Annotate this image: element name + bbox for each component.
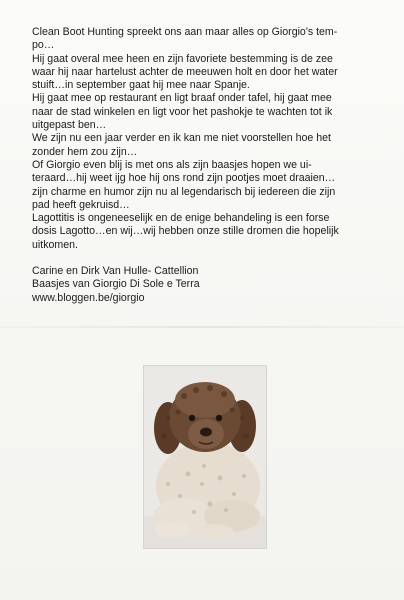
paragraph-one-year: We zijn nu een jaar verder en ik kan me niet voorstellen hoe het zonder hem zou zijn…	[32, 132, 331, 158]
dog-photo	[143, 365, 267, 549]
signature-owners: Baasjes van Giorgio Di Sole e Terra	[32, 278, 200, 291]
paragraph-travel: Hij gaat overal mee heen en zijn favoriete bestemming is de zee waar hij naar hartelust achter de meeuwen holt en door het water stuift…in september gaat hij mee naar Spanje.	[32, 52, 338, 92]
paragraph-charm: Of Giorgio even blij is met ons als zijn baasjes hopen we ui- teraard…hij weet ijg hoe hij ons rond zijn pootjes moet draaien… zijn charme en humor zijn nu al legendarisch bij iedereen die zijn pad heeft gekruisd…	[32, 158, 336, 211]
paragraph-restaurant: Hij gaat mee op restaurant en ligt braaf onder tafel, hij gaat mee naar de stad winkelen en ligt voor het pashokje te wachten tot ik uitgepast ben…	[32, 92, 333, 132]
paragraph-intro: Clean Boot Hunting spreekt ons aan maar alles op Giorgio's tem- po…	[32, 26, 338, 52]
lagotto-dog-image	[144, 366, 266, 548]
letter-text	[32, 26, 384, 305]
paper-fold-line	[0, 326, 404, 328]
signature-names: Carine en Dirk Van Hulle- Cattellion	[32, 265, 199, 278]
paragraph-lagottitis: Lagottitis is ongeneeselijk en de enige behandeling is een forse dosis Lagotto…en wij…wij hebben onze stille dromen die hopelijk uitkomen.	[32, 212, 339, 251]
signature-website: www.bloggen.be/giorgio	[32, 291, 145, 304]
